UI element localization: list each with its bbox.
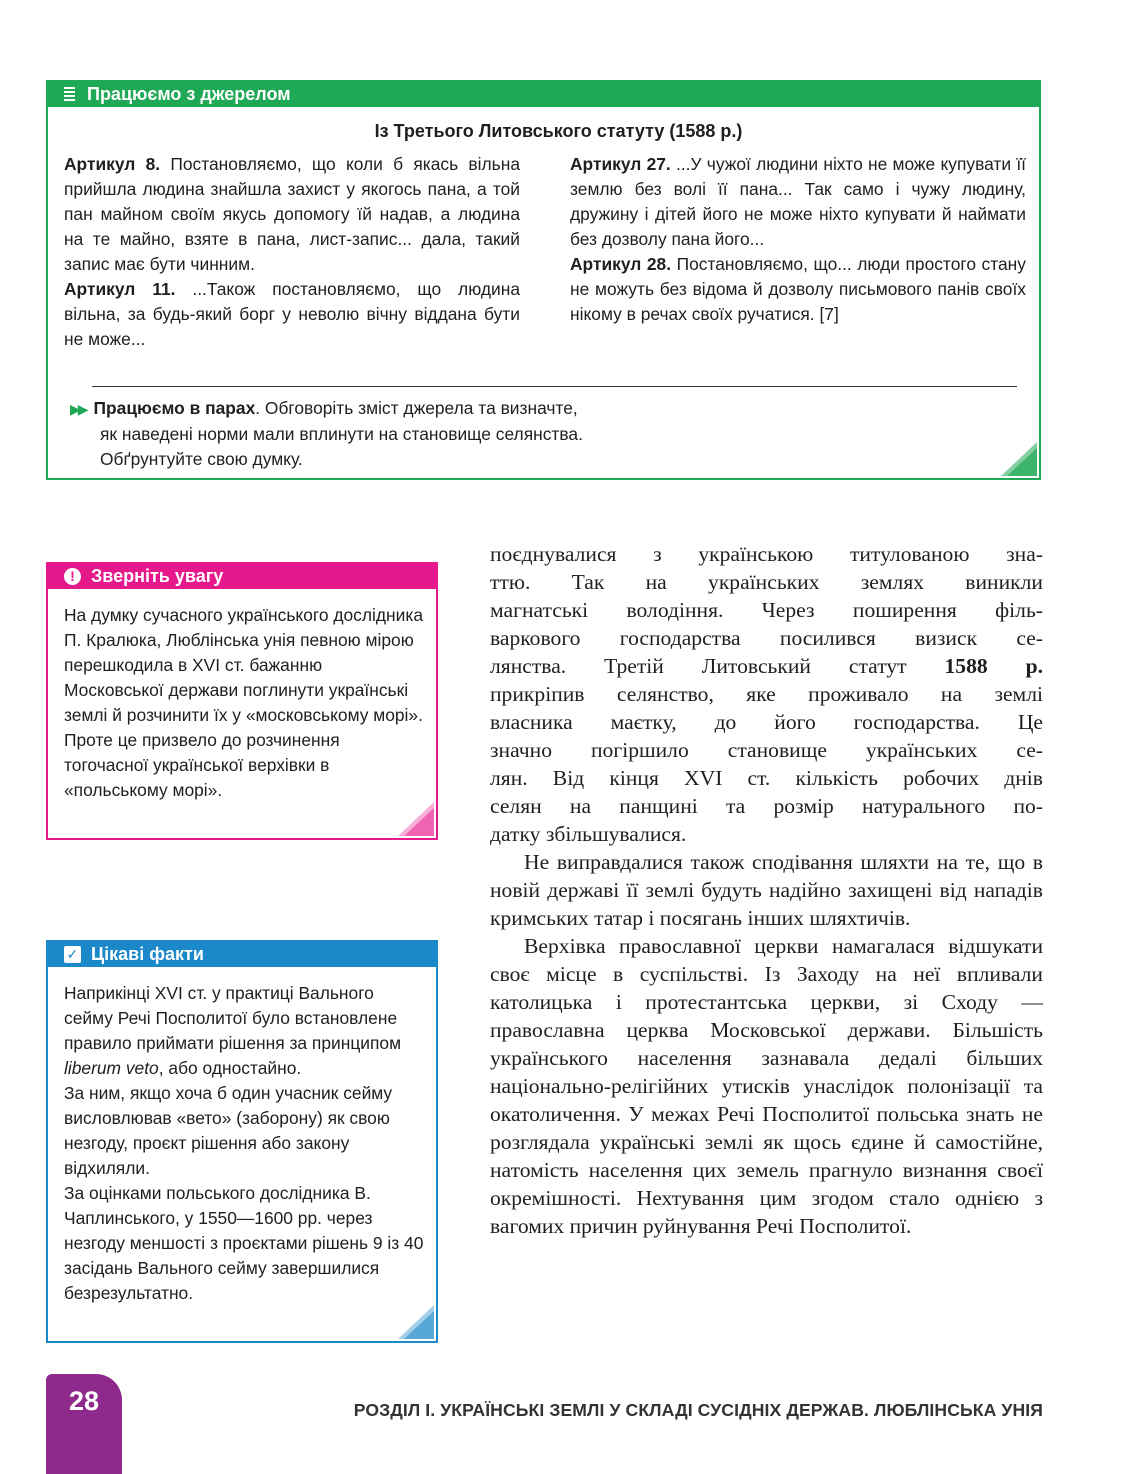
corner-fold-icon — [398, 1305, 434, 1339]
facts-paragraph-3: За оцінками польського дослідника В. Чаплинського, у 1550—1600 рр. через незгоду меншості з проєктами рішень 9 із 40 засідань Вального сейму завершилися безрезультатно. — [64, 1183, 424, 1303]
attention-text: На думку сучасного українського дослідника П. Кралюка, Люблінська унія певною мірою перешкодила в XVI ст. бажанню Московської держави поглинути українські землі й розчинити їх у «московському морі». Проте це призвело до розчинення тогочасної української верхівки в «польському морі». — [64, 605, 423, 800]
task-label: Працюємо в парах — [93, 398, 256, 418]
source-column-right — [570, 152, 1026, 327]
task-line-3: Обґрунтуйте свою думку. — [100, 449, 303, 469]
facts-p1-b: , або одностайно. — [158, 1058, 302, 1078]
section-title: РОЗДІЛ І. УКРАЇНСЬКІ ЗЕМЛІ У СКЛАДІ СУСІДНІХ ДЕРЖАВ. ЛЮБЛІНСЬКА УНІЯ — [353, 1400, 1043, 1420]
article-11-text: ...Також постановляємо, що людина вільна, за будь-який борг у неволю вічну віддана бути не може... — [64, 279, 520, 349]
article-11-label: Артикул 11. — [64, 279, 176, 299]
facts-paragraph-1 — [64, 981, 426, 1081]
article-8-text: Постановляємо, що коли б якась вільна прийшла людина знайшла захист у якогось пана, а той пан майном своїм якусь допомогу їй надав, а людина на те майно, взяте в пана, лист-запис... дала, такий запис має бути чинним. — [64, 154, 520, 274]
main-line: варкового господарства посилився визиск се- — [490, 626, 1043, 650]
main-line — [490, 652, 1043, 680]
page-number-tab — [46, 1374, 122, 1474]
document-lines-icon — [64, 87, 75, 102]
corner-fold-icon — [1001, 442, 1037, 476]
article-28-text: Постановляємо, що... люди простого стану не можуть без відома й дозволу письмового панів своїх нікому в речах своїх ручатися. [7] — [570, 254, 1026, 324]
main-line: поєднувалися з українською титулованою зна- — [490, 542, 1043, 566]
article-28-label: Артикул 28. — [570, 254, 672, 274]
facts-paragraph-2: За ним, якщо хоча б один учасник сейму висловлював «вето» (заборону) як свою незгоду, проєкт рішення або закону відхиляли. — [64, 1083, 393, 1178]
article-27 — [570, 152, 1026, 252]
source-box — [46, 80, 1041, 480]
attention-box-body — [48, 589, 436, 803]
divider — [92, 386, 1017, 387]
year-highlight: 1588 р. — [944, 654, 1044, 678]
attention-box-header — [48, 564, 436, 589]
facts-p1-italic: liberum veto — [64, 1058, 159, 1078]
article-27-text: ...У чужої людини ніхто не може купувати її землю без волі її пана... Так само і чужу людину, дружину і дітей його не може ніхто купувати й наймати без дозволу пана його... — [570, 154, 1026, 249]
main-line: значно погіршило становище українських се- — [490, 738, 1043, 762]
attention-box — [46, 562, 438, 840]
main-line-text: лянства. Третій Литовський статут — [490, 654, 945, 678]
task-text-1: . Обговоріть зміст джерела та визначте, — [255, 398, 578, 418]
article-28 — [570, 252, 1026, 327]
task-line-1 — [70, 396, 750, 422]
page-number: 28 — [68, 1386, 100, 1416]
main-paragraph-2: Не виправдалися також сподівання шляхти на те, що в новій державі її землі будуть надійно захищені від нападів кримських татар і посягань інших шляхтичів. — [490, 850, 1043, 930]
main-line: лян. Від кінця XVI ст. кількість робочих днів — [490, 766, 1043, 790]
main-line: прикріпив селянство, яке проживало на землі — [490, 682, 1043, 706]
checkbox-icon: ✓ — [64, 946, 81, 963]
facts-box-header-label: Цікаві факти — [91, 944, 204, 964]
task-line-2: як наведені норми мали вплинути на становище селянства. — [100, 424, 583, 444]
main-line: магнатські володіння. Через поширення філь- — [490, 598, 1043, 622]
article-8 — [64, 152, 520, 277]
main-line: ттю. Так на українських землях виникли — [490, 570, 1043, 594]
attention-box-header-label: Зверніть увагу — [91, 566, 224, 586]
main-text — [490, 540, 1043, 1240]
main-line: селян на панщині та розмір натурального по- — [490, 794, 1043, 818]
facts-p1-a: Наприкінці XVI ст. у практиці Вального сейму Речі Посполитої було встановлене правило приймати рішення за принципом — [64, 983, 402, 1053]
article-8-label: Артикул 8. — [64, 154, 161, 174]
article-11 — [64, 277, 520, 352]
article-27-label: Артикул 27. — [570, 154, 671, 174]
source-box-header — [48, 82, 1039, 107]
facts-box-body — [48, 967, 436, 1306]
facts-box — [46, 940, 438, 1343]
source-column-left — [64, 152, 520, 352]
corner-fold-icon — [398, 802, 434, 836]
main-paragraph-3: Верхівка православної церкви намагалася відшукати своє місце в суспільстві. Із Заходу на неї впливали католицька і протестантська церкви, зі Сходу — православна церква Московської держави. Більшість українського населення зазнавала дедалі більших національно-релігійних утисків унаслідок полонізації та окатоличення. У межах Речі Посполитої польська знать не розглядала українські землі як щось єдине й самостійне, натомість населення цих земель прагнуло визнання своєї окремішності. Нехтування цим згодом стало однією з вагомих причин руйнування Речі Посполитої. — [490, 934, 1043, 1238]
pair-work-task — [70, 396, 750, 472]
main-line: датку збільшувалися. — [490, 822, 687, 846]
source-title: Із Третього Литовського статуту (1588 р.) — [374, 121, 743, 141]
facts-box-header — [48, 942, 436, 967]
main-line: власника маєтку, до його господарства. Це — [490, 710, 1043, 734]
source-box-header-label: Працюємо з джерелом — [87, 84, 291, 104]
exclamation-icon: ! — [64, 568, 81, 585]
double-arrow-icon: ▶▶ — [70, 401, 86, 417]
